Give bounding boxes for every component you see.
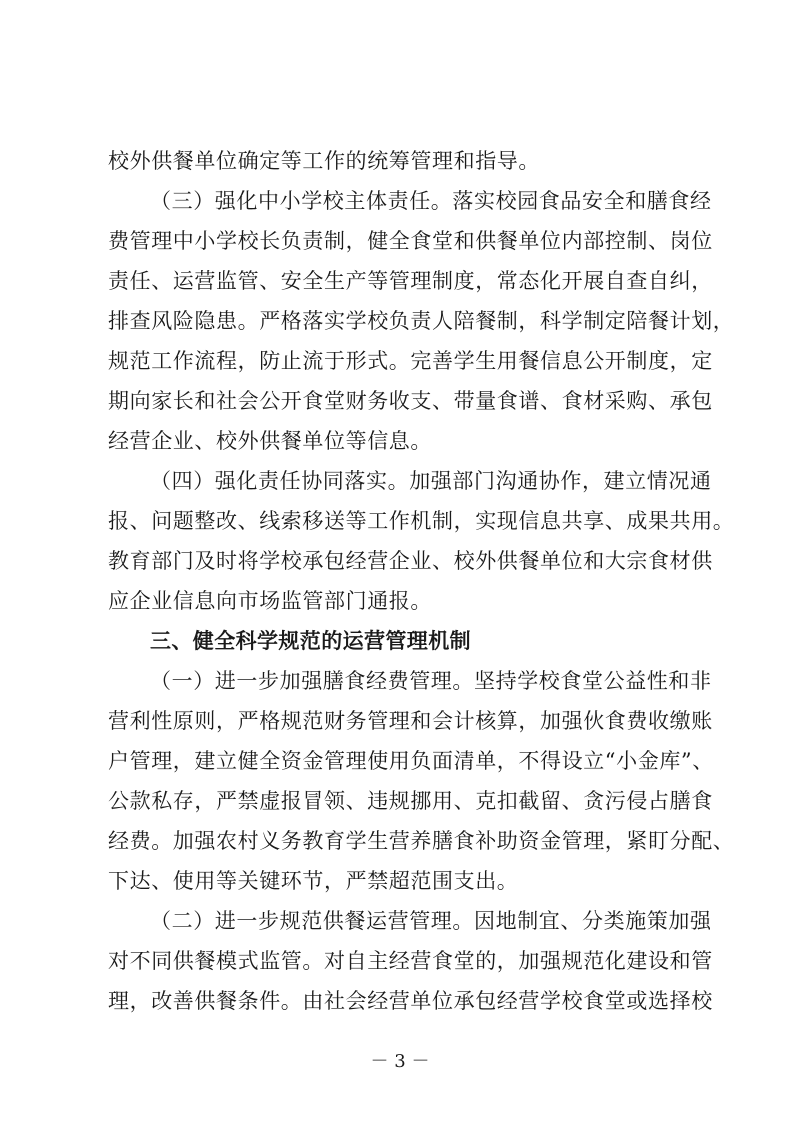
paragraph-line: 户管理，建立健全资金管理使用负面清单，不得设立“小金库”、: [108, 749, 714, 773]
paragraph-line: 费管理中小学校长负责制，健全食堂和供餐单位内部控制、岗位: [108, 229, 713, 253]
paragraph-line: 报、问题整改、线索移送等工作机制，实现信息共享、成果共用。: [108, 509, 735, 533]
paragraph-line: 营利性原则，严格规范财务管理和会计核算，加强伙食费收缴账: [108, 709, 713, 733]
paragraph-line: （二）进一步规范供餐运营管理。因地制宜、分类施策加强: [150, 909, 712, 933]
paragraph-line: 下达、使用等关键环节，严禁超范围支出。: [108, 869, 519, 893]
section-heading: 三、健全科学规范的运营管理机制: [150, 629, 471, 653]
paragraph-line: 经营企业、校外供餐单位等信息。: [108, 429, 432, 453]
paragraph-line: 经费。加强农村义务教育学生营养膳食补助资金管理，紧盯分配、: [108, 829, 735, 853]
paragraph-line: 教育部门及时将学校承包经营企业、校外供餐单位和大宗食材供: [108, 549, 713, 573]
paragraph-line: 公款私存，严禁虚报冒领、违规挪用、克扣截留、贪污侵占膳食: [108, 789, 713, 813]
paragraph-line: （一）进一步加强膳食经费管理。坚持学校食堂公益性和非: [150, 669, 712, 693]
paragraph-line: （三）强化中小学校主体责任。落实校园食品安全和膳食经: [150, 189, 712, 213]
paragraph-line: （四）强化责任协同落实。加强部门沟通协作，建立情况通: [150, 469, 712, 493]
page-number: － 3 －: [370, 1051, 430, 1072]
paragraph-line: 期向家长和社会公开食堂财务收支、带量食谱、食材采购、承包: [108, 389, 713, 413]
paragraph-line: 校外供餐单位确定等工作的统筹管理和指导。: [108, 149, 540, 173]
paragraph-line: 应企业信息向市场监管部门通报。: [108, 589, 432, 613]
paragraph-line: 理，改善供餐条件。由社会经营单位承包经营学校食堂或选择校: [108, 989, 713, 1013]
paragraph-line: 责任、运营监管、安全生产等管理制度，常态化开展自查自纠，: [108, 269, 713, 293]
paragraph-line: 对不同供餐模式监管。对自主经营食堂的，加强规范化建设和管: [108, 949, 713, 973]
paragraph-line: 排查风险隐患。严格落实学校负责人陪餐制，科学制定陪餐计划，: [108, 309, 735, 333]
paragraph-line: 规范工作流程，防止流于形式。完善学生用餐信息公开制度，定: [108, 349, 713, 373]
